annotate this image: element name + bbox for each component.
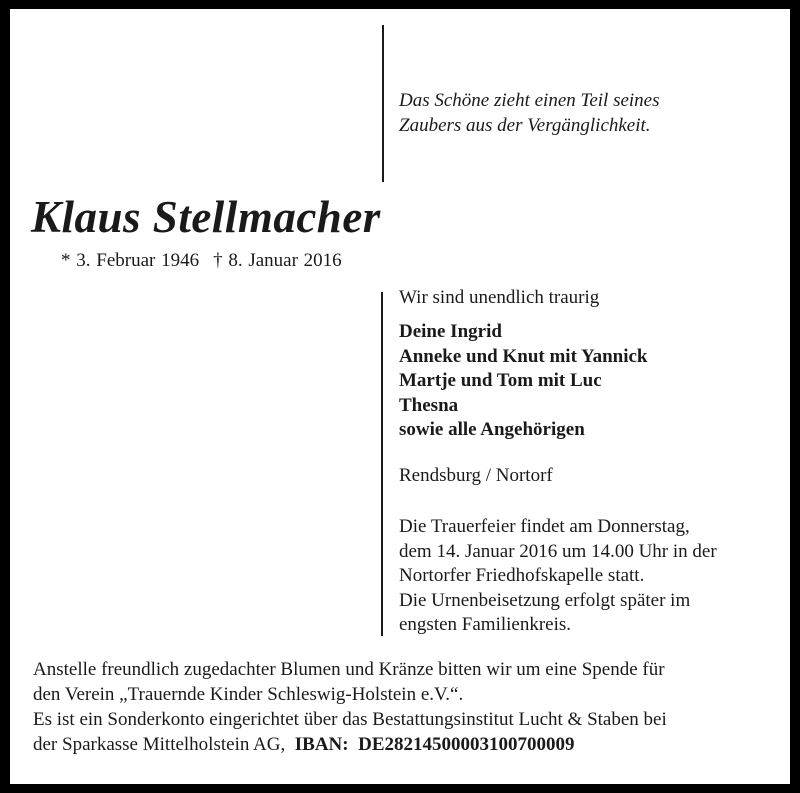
birth-date: * 3. Februar 1946: [61, 250, 200, 271]
quote-line-2: Zaubers aus der Vergänglichkeit.: [399, 115, 651, 136]
mourning-intro-text: Wir sind unendlich traurig: [399, 287, 600, 308]
bank-name: der Sparkasse Mittelholstein AG,: [33, 734, 286, 755]
place-text: Rendsburg / Nortorf: [399, 465, 553, 486]
quote-line-1: Das Schöne zieht einen Teil seines: [399, 90, 660, 111]
donation-line-2: den Verein „Trauernde Kinder Schleswig-Holstein e.V.“.: [33, 684, 464, 705]
right-column-divider-line: [381, 292, 383, 636]
death-date: † 8. Januar 2016: [213, 250, 342, 271]
donation-line-1: Anstelle freundlich zugedachter Blumen und Kränze bitten wir um eine Spende für: [33, 659, 665, 680]
iban-label: IBAN:: [294, 734, 349, 755]
quote: [399, 88, 660, 138]
iban-value: DE28214500003100700009: [358, 734, 575, 755]
mourners-list: [399, 320, 647, 443]
mourner-name: sowie alle Angehörigen: [399, 419, 585, 440]
donation-line-3: Es ist ein Sonderkonto eingerichtet über das Bestattungsinstitut Lucht & Staben bei: [33, 709, 667, 730]
service-line: Nortorfer Friedhofskapelle statt.: [399, 565, 645, 586]
service-line: engsten Familienkreis.: [399, 614, 572, 635]
place: [399, 464, 553, 489]
donation-info: [33, 657, 667, 757]
service-line: dem 14. Januar 2016 um 14.00 Uhr in der: [399, 540, 717, 562]
mourner-name: Thesna: [399, 394, 459, 416]
life-dates: [61, 250, 342, 272]
mourner-name: Deine Ingrid: [399, 321, 502, 342]
service-info: [399, 515, 717, 638]
mourning-intro: [399, 286, 599, 311]
service-line: Die Urnenbeisetzung erfolgt später im: [399, 589, 691, 611]
top-divider-line: [382, 25, 384, 182]
service-line: Die Trauerfeier findet am Donnerstag,: [399, 516, 690, 537]
mourner-name: Martje und Tom mit Luc: [399, 370, 602, 391]
donation-line-4: [33, 732, 667, 757]
mourner-name: Anneke und Knut mit Yannick: [399, 345, 648, 367]
deceased-name: Klaus Stellmacher: [31, 192, 381, 242]
